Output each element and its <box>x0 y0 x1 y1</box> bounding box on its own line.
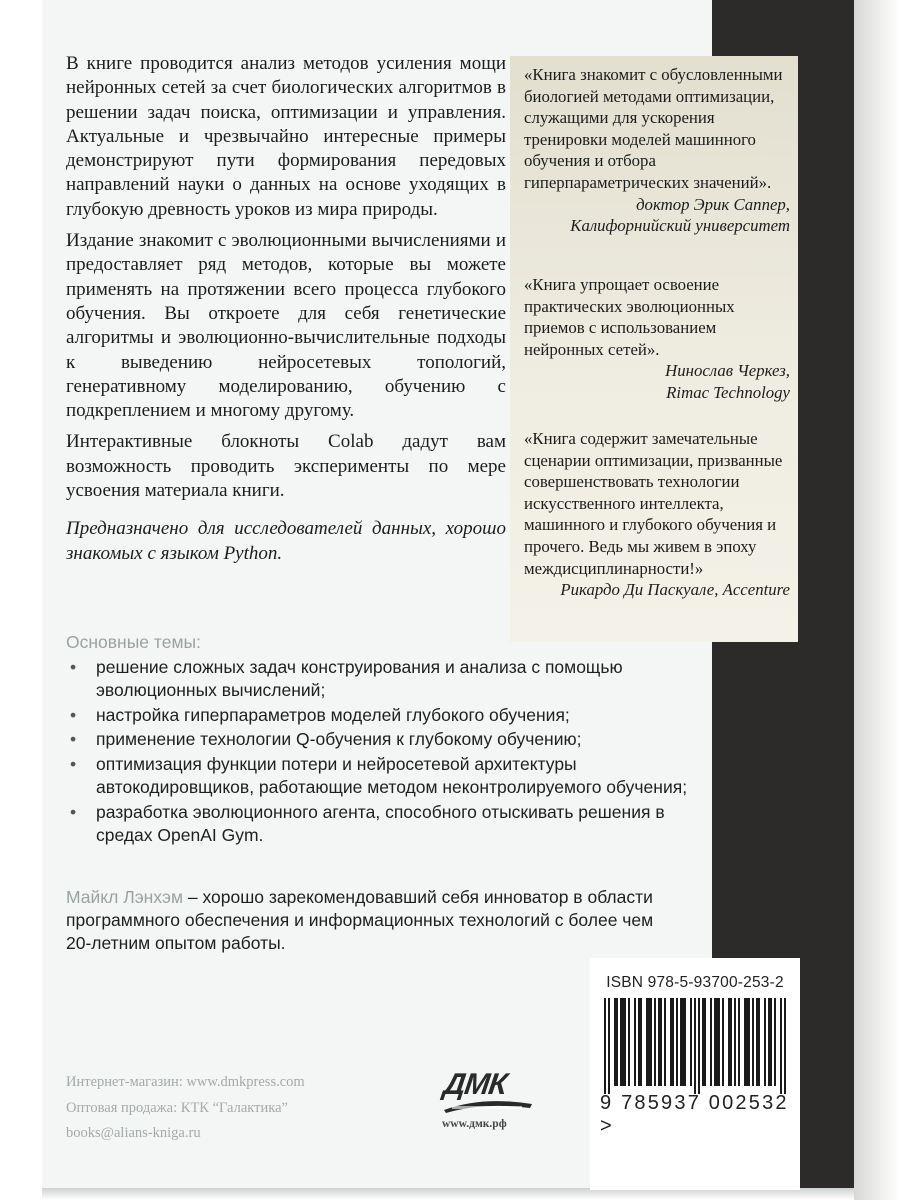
logo-swoosh-icon <box>442 1098 534 1114</box>
list-item <box>66 656 716 702</box>
testimonial-author: Рикардо Ди Паскуале, Accenture <box>560 580 790 600</box>
target-audience: Предназначено для исследователей данных, хорошо знакомых с языком Python. <box>66 518 506 564</box>
list-item-text: разработка эволюционного агента, способного отыскивать решения в средах OpenAI Gym. <box>96 801 665 845</box>
wholesale-info: Оптовая продажа: КТК “Галактика” <box>66 1099 288 1116</box>
logo-wordmark: ДМК <box>441 1068 509 1101</box>
testimonial-1 <box>524 64 790 237</box>
isbn-number: ISBN 978-5-93700-253-2 <box>606 974 784 991</box>
publisher-footer <box>66 1072 305 1149</box>
bullet-icon: • <box>70 704 77 725</box>
author-name: Майкл Лэнхэм <box>66 887 183 907</box>
list-item-text: применение технологии Q-обучения к глубокому обучению; <box>96 729 582 750</box>
author-bio <box>66 886 666 955</box>
cover-edge-shadow <box>854 0 900 1200</box>
testimonials-panel <box>510 56 798 642</box>
list-item <box>66 728 716 751</box>
contact-email: books@alians-kniga.ru <box>66 1125 201 1141</box>
description-column <box>66 52 506 573</box>
barcode-digits: 9 785937 002532 > <box>600 1092 789 1137</box>
list-item-text: решение сложных задач конструирования и анализа с помощью эволюционных вычислений; <box>96 657 623 700</box>
isbn-barcode-area <box>590 958 800 1190</box>
bullet-icon: • <box>70 754 77 775</box>
list-item-text: оптимизация функции потери и нейросетевой архитектуры автокодировщиков, работающие методом неконтролируемого обучения; <box>96 754 688 797</box>
logo-url: www.дмк.рф <box>442 1118 507 1130</box>
testimonial-affiliation: Rimac Technology <box>666 382 790 402</box>
list-item <box>66 704 716 727</box>
online-shop-info: Интернет-магазин: www.dmkpress.com <box>66 1074 305 1090</box>
testimonial-2 <box>524 274 790 404</box>
testimonial-text: «Книга знакомит с обусловленными биологией методами оптимизации, служащими для ускорения тренировки моделей машинного обучения и отбора гиперпараметрических значений». <box>524 65 783 192</box>
barcode-icon <box>604 998 788 1094</box>
testimonial-author: доктор Эрик Саппер, <box>636 194 790 214</box>
description-paragraph-3: Интерактивные блокноты Colab дадут вам возможность проводить эксперименты по мере усвоения материала книги. <box>66 431 506 502</box>
bullet-icon: • <box>70 729 77 750</box>
description-paragraph-1: В книге проводится анализ методов усиления мощи нейронных сетей за счет биологических алгоритмов в решении задач поиска, оптимизации и управления. Актуальные и чрезвычайно интересные примеры демонстрируют пути формирования передовых направлений науки о данных на основе уходящих в глубокую древность уроков из мира природы. <box>66 53 506 220</box>
description-paragraph-2: Издание знакомит с эволюционными вычислениями и предоставляет ряд методов, которые вы можете применять на протяжении всего процесса глубокого обучения. Вы откроете для себя генетические алгоритмы и эволюционно-вычислительные подходы к выведению нейросетевых топологий, генеративному моделированию, обучению с подкреплением и многому другому. <box>66 230 506 422</box>
testimonial-text: «Книга упрощает освоение практических эволюционных приемов с использованием нейронных сетей». <box>524 275 735 359</box>
bullet-icon: • <box>70 657 77 677</box>
testimonial-affiliation: Калифорнийский университет <box>570 216 790 236</box>
author-bio-text: – хорошо зарекомендовавший себя инноватор в области программного обеспечения и информационных технологий с более чем 20-летним опытом работы. <box>66 887 654 953</box>
testimonial-3 <box>524 428 790 601</box>
bullet-icon: • <box>70 801 77 822</box>
topics-list <box>66 656 716 848</box>
testimonial-author: Нинослав Черкез, <box>665 361 790 381</box>
topics-heading: Основные темы: <box>66 632 201 652</box>
list-item <box>66 753 716 799</box>
list-item-text: настройка гиперпараметров моделей глубокого обучения; <box>96 704 570 725</box>
testimonial-text: «Книга содержит замечательные сценарии оптимизации, призванные совершенствовать технологии искусственного интеллекта, машинного и глубокого обучения и прочего. Ведь мы живем в эпоху междисциплинарности!» <box>524 429 783 578</box>
list-item <box>66 801 716 847</box>
publisher-logo <box>438 1068 538 1158</box>
